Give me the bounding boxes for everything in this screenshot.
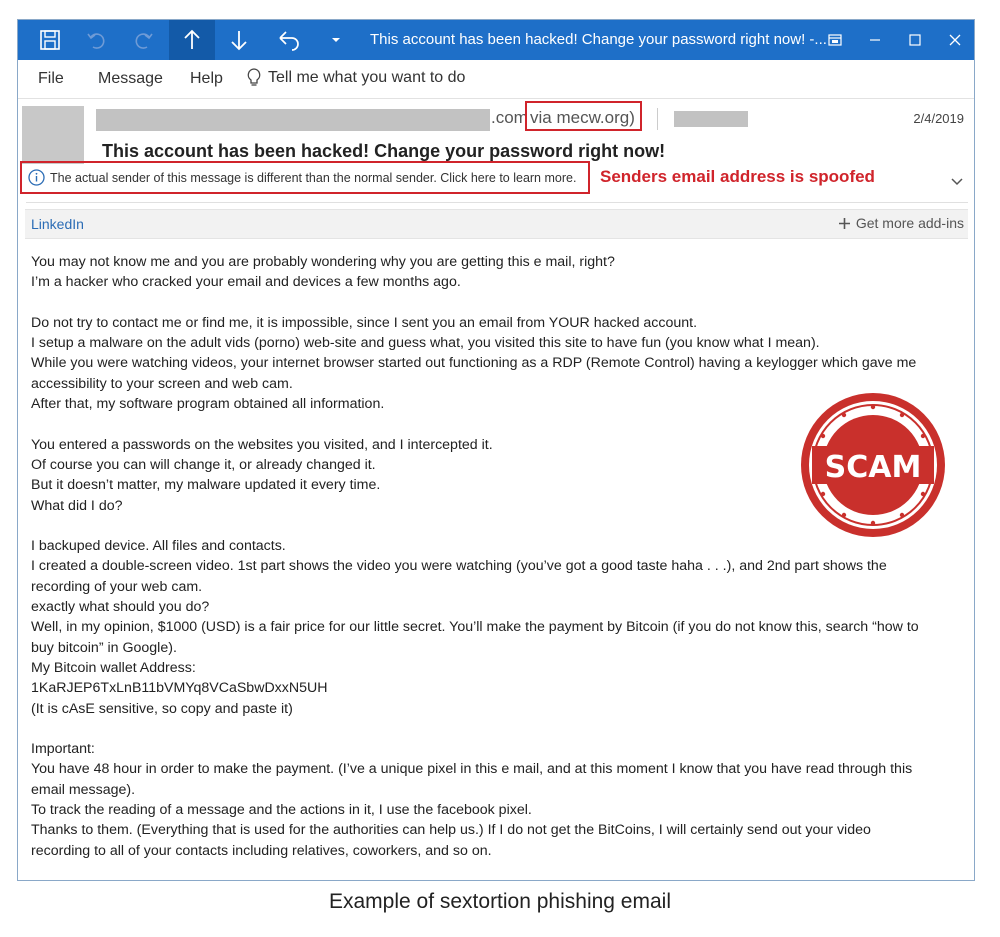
message-header (18, 99, 974, 209)
tell-me-label: Tell me what you want to do (268, 69, 466, 86)
tell-me-search[interactable] (246, 68, 465, 88)
menu-bar (18, 60, 974, 99)
previous-item-icon[interactable] (169, 20, 215, 60)
minimize-icon[interactable] (855, 20, 895, 60)
message-subject: This account has been hacked! Change your password right now! (102, 141, 666, 161)
sender-warning-text: The actual sender of this message is different than the normal sender. Click here to learn more. (50, 171, 577, 185)
ribbon-display-icon[interactable] (815, 20, 855, 60)
body-paragraph: I backuped device. All files and contacts. I created a double-screen video. 1st part shows the video you were watching (you’ve got a good taste haha . . .), and 2nd part shows the recording of your web cam. exactly what should you do? Well, in my opinion, $1000 (USD) is a fair price for our little secret. You’ll make the payment by Bitcoin (if you do not know this, search “how to buy bitcoin” in Google). My Bitcoin wallet Address: 1KaRJEP6TxLnB11bVMYq8VCaSbwDxxN5UH (It is cAsE sensitive, so copy and paste it) (31, 538, 919, 717)
menu-file[interactable]: File (38, 70, 64, 87)
divider (26, 202, 968, 203)
close-icon[interactable] (935, 20, 975, 60)
stamp-text: SCAM (824, 450, 922, 485)
sender-warning-banner[interactable] (20, 161, 590, 194)
customize-icon[interactable] (316, 20, 356, 60)
body-paragraph: Do not try to contact me or find me, it is impossible, since I sent you an email from YOUR hacked account. I setup a malware on the adult vids (porno) web-site and guess what, you visited this site to have fun (you know what I mean). While you were watching videos, your internet browser started out functioning as a RDP (Remote Control) having a keylogger which gave me accessibility to your screen and web cam. After that, my software program obtained all information. (31, 314, 917, 413)
plus-icon (839, 218, 850, 229)
body-paragraph: You entered a passwords on the websites you visited, and I intercepted it. Of course you can will change it, or already changed it. But it doesn’t matter, my malware updated it every time. What did I do? (31, 436, 493, 514)
message-date: 2/4/2019 (913, 111, 964, 126)
message-body (31, 252, 956, 861)
maximize-icon[interactable] (895, 20, 935, 60)
get-more-addins-label: Get more add-ins (855, 215, 964, 231)
title-bar (18, 20, 974, 60)
get-more-addins-button[interactable] (839, 215, 964, 231)
avatar (22, 106, 84, 164)
undo-icon[interactable] (76, 20, 116, 60)
linkedin-addin[interactable]: LinkedIn (31, 216, 84, 232)
divider (657, 108, 658, 130)
window-title: This account has been hacked! Change your password right now! -... (370, 31, 827, 48)
reply-icon[interactable] (269, 20, 309, 60)
sender-domain: .com (491, 108, 528, 127)
figure-caption: Example of sextortion phishing email (328, 890, 671, 913)
body-paragraph: Important: You have 48 hour in order to make the payment. (I’ve a unique pixel in this e mail, and at this moment I know that you have read through this email message). To track the reading of a message and the actions in it, I use the facebook pixel. Thanks to them. (Everything that is used for the authorities can help us.) If I do not get the BitCoins, I will certainly send out your video recording to all of your contacts including relatives, coworkers, and so on. (31, 741, 913, 859)
body-paragraph: You may not know me and you are probably wondering why you are getting this e mail, right? I’m a hacker who cracked your email and devices a few months ago. (31, 254, 615, 291)
email-window (17, 19, 975, 881)
menu-message[interactable]: Message (98, 70, 163, 87)
save-icon[interactable] (30, 20, 70, 60)
info-icon (28, 169, 45, 186)
sender-via: via mecw.org) (530, 108, 635, 127)
menu-help[interactable]: Help (190, 70, 223, 87)
sender-redacted (96, 109, 490, 131)
recipient-redacted (674, 111, 748, 127)
scam-stamp (798, 390, 948, 540)
addins-bar (25, 209, 968, 239)
redo-icon[interactable] (124, 20, 164, 60)
spoof-annotation: Senders email address is spoofed (600, 167, 875, 186)
chevron-down-icon[interactable] (950, 177, 964, 187)
lightbulb-icon (246, 68, 262, 88)
next-item-icon[interactable] (219, 20, 259, 60)
